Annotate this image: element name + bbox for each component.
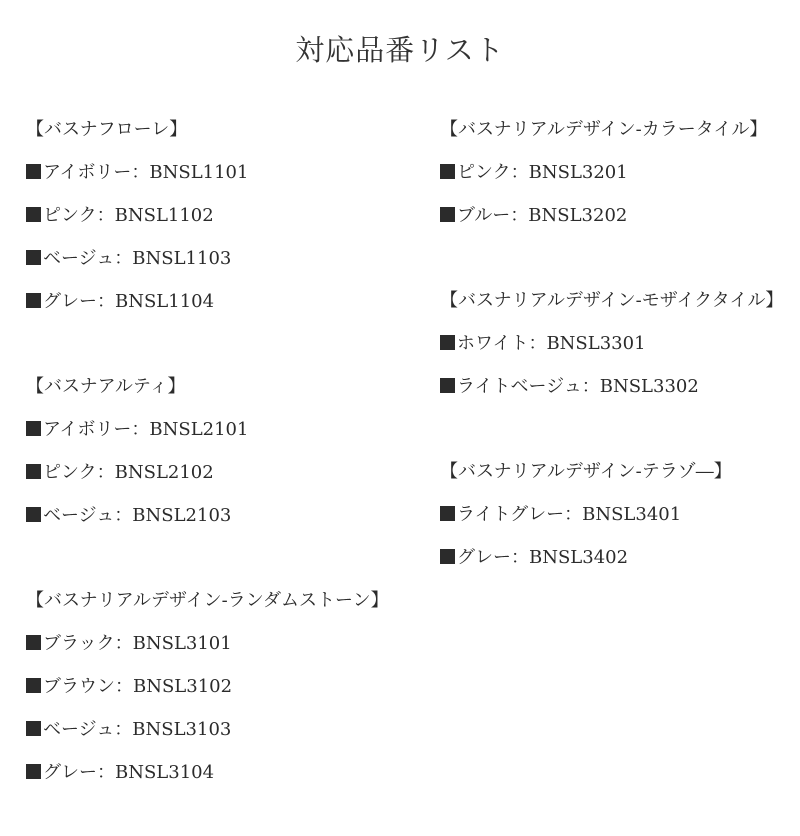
list-item xyxy=(26,151,406,194)
list-item xyxy=(440,365,795,408)
group-header: 【バスナリアルデザイン-ランダムストーン】 xyxy=(26,590,389,611)
item-label: ピンク：BNSL3201 xyxy=(457,162,628,183)
product-group xyxy=(440,279,795,408)
list-item xyxy=(26,194,406,237)
square-bullet-icon xyxy=(26,164,41,179)
item-label: アイボリー：BNSL1101 xyxy=(43,162,249,183)
list-item xyxy=(26,451,406,494)
product-group xyxy=(440,108,795,237)
list-item xyxy=(440,493,795,536)
list-item xyxy=(440,322,795,365)
square-bullet-icon xyxy=(26,250,41,265)
item-label: グレー：BNSL1104 xyxy=(43,291,215,312)
square-bullet-icon xyxy=(26,635,41,650)
list-item xyxy=(26,237,406,280)
item-label: ブラック：BNSL3101 xyxy=(43,633,232,654)
group-header: 【バスナリアルデザイン-モザイクタイル】 xyxy=(440,290,784,311)
item-label: ベージュ：BNSL1103 xyxy=(43,248,232,269)
item-label: ライトベージュ：BNSL3302 xyxy=(457,376,699,397)
square-bullet-icon xyxy=(440,164,455,179)
square-bullet-icon xyxy=(440,506,455,521)
list-item xyxy=(26,408,406,451)
item-label: ブラウン：BNSL3102 xyxy=(43,676,233,697)
group-header: 【バスナリアルデザイン-カラータイル】 xyxy=(440,119,768,140)
group-header: 【バスナリアルデザイン-テラゾ―】 xyxy=(440,461,732,482)
list-item xyxy=(440,194,795,237)
product-group xyxy=(26,108,406,323)
item-label: グレー：BNSL3104 xyxy=(43,762,215,783)
square-bullet-icon xyxy=(26,421,41,436)
square-bullet-icon xyxy=(26,293,41,308)
list-item xyxy=(26,708,406,751)
list-item xyxy=(26,280,406,323)
item-label: ライトグレー：BNSL3401 xyxy=(457,504,682,525)
square-bullet-icon xyxy=(26,764,41,779)
item-label: ピンク：BNSL1102 xyxy=(43,205,214,226)
item-label: ピンク：BNSL2102 xyxy=(43,462,214,483)
page-title: 対応品番リスト xyxy=(295,33,505,67)
list-item xyxy=(440,151,795,194)
square-bullet-icon xyxy=(26,464,41,479)
square-bullet-icon xyxy=(440,549,455,564)
square-bullet-icon xyxy=(26,207,41,222)
item-label: ホワイト：BNSL3301 xyxy=(457,333,646,354)
left-column xyxy=(26,108,406,836)
group-header: 【バスナフローレ】 xyxy=(26,119,188,140)
item-label: アイボリー：BNSL2101 xyxy=(43,419,249,440)
square-bullet-icon xyxy=(26,507,41,522)
group-header: 【バスナアルティ】 xyxy=(26,376,186,397)
square-bullet-icon xyxy=(26,678,41,693)
product-group xyxy=(440,450,795,579)
square-bullet-icon xyxy=(26,721,41,736)
item-label: ベージュ：BNSL2103 xyxy=(43,505,232,526)
item-label: ベージュ：BNSL3103 xyxy=(43,719,232,740)
square-bullet-icon xyxy=(440,335,455,350)
square-bullet-icon xyxy=(440,207,455,222)
list-item xyxy=(26,622,406,665)
list-item xyxy=(26,494,406,537)
item-label: ブルー：BNSL3202 xyxy=(457,205,628,226)
list-item xyxy=(26,751,406,794)
item-label: グレー：BNSL3402 xyxy=(457,547,629,568)
list-item xyxy=(440,536,795,579)
right-column xyxy=(440,108,795,621)
square-bullet-icon xyxy=(440,378,455,393)
list-item xyxy=(26,665,406,708)
product-group xyxy=(26,579,406,794)
product-group xyxy=(26,365,406,537)
